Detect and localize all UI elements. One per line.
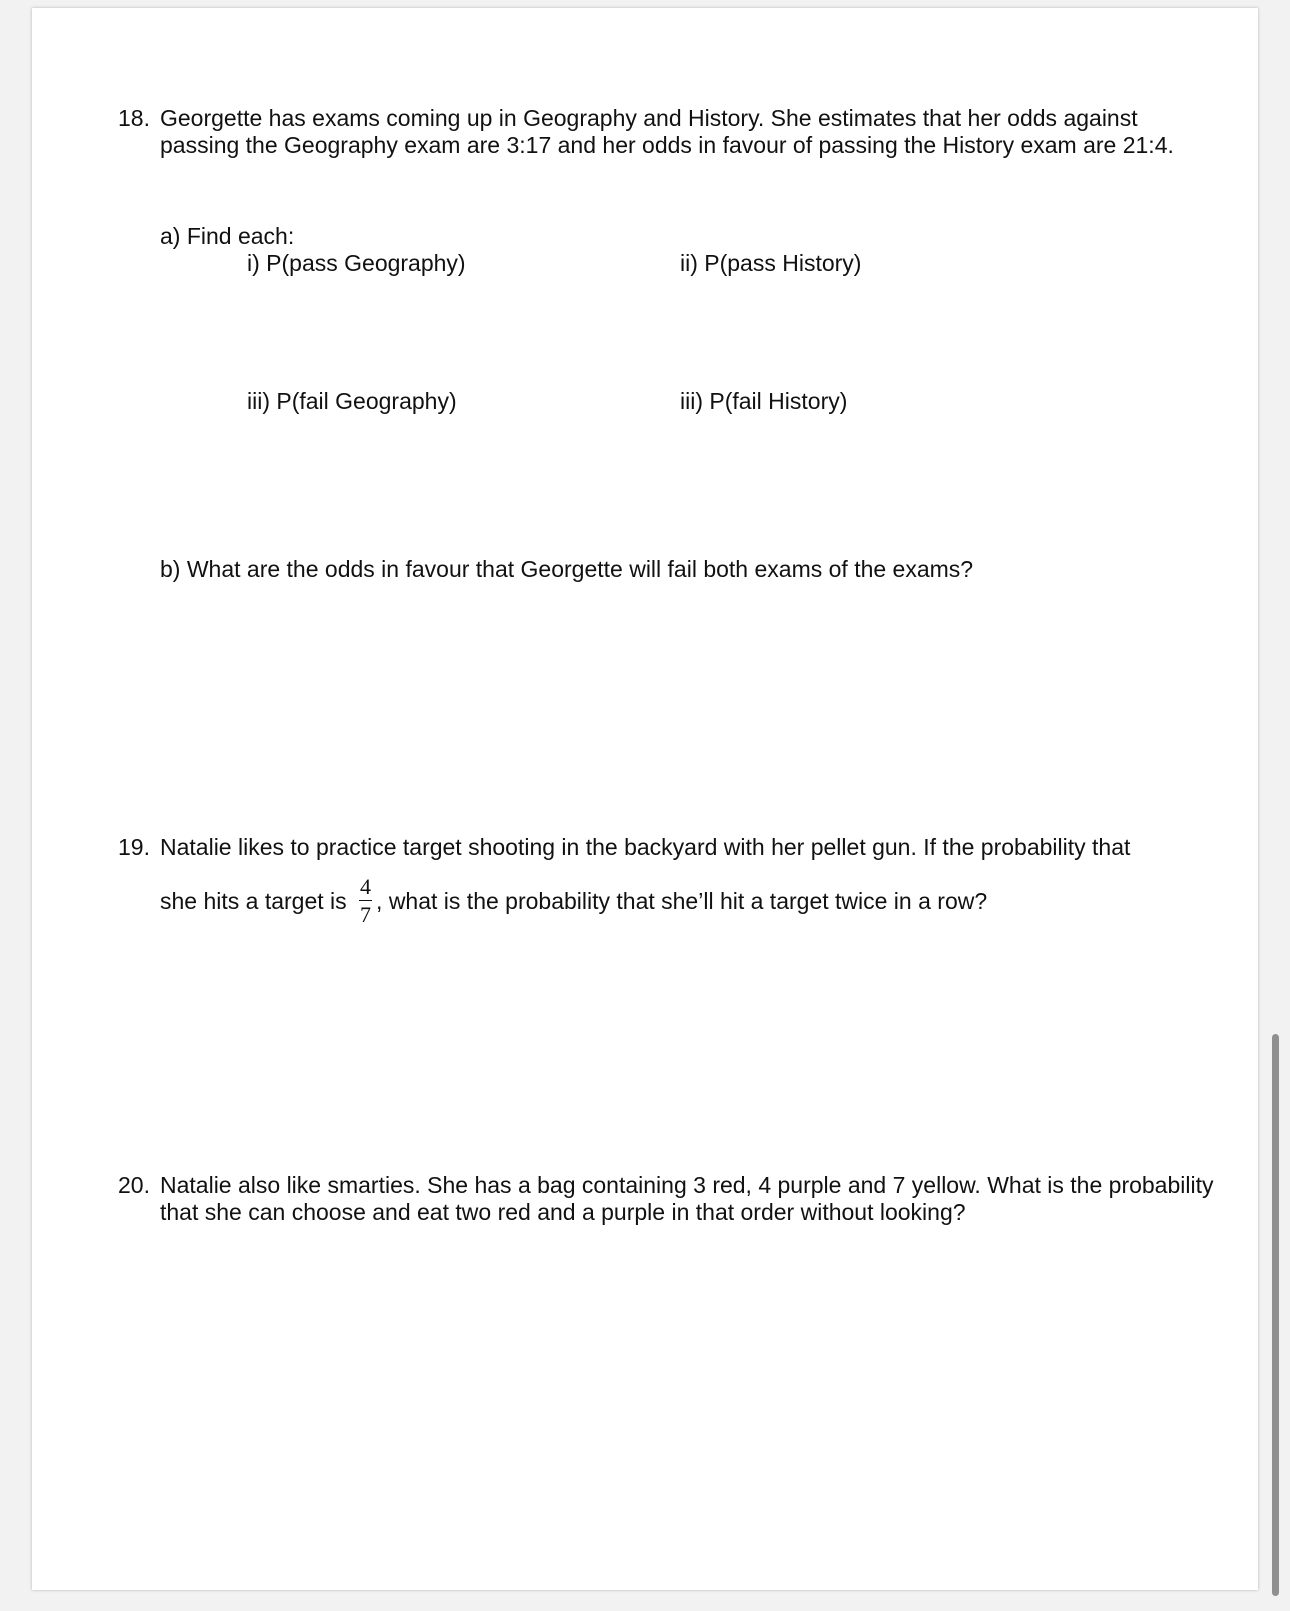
fraction-denominator: 7 xyxy=(360,902,372,927)
item-pass-geography: i) P(pass Geography) xyxy=(247,250,466,276)
line2-start: she hits a target is xyxy=(160,888,347,915)
question-18 xyxy=(118,105,1218,159)
line2-end: , what is the probability that she’ll hit a target twice in a row? xyxy=(376,888,988,915)
question-number: 18. xyxy=(118,105,150,131)
question-19-line2 xyxy=(160,874,988,928)
fraction-numerator: 4 xyxy=(360,874,372,899)
question-text-line1: Natalie likes to practice target shooting in the backyard with her pellet gun. If the probability that xyxy=(160,834,1131,860)
question-20 xyxy=(118,1172,1218,1226)
item-fail-geography: iii) P(fail Geography) xyxy=(247,388,457,414)
document-page xyxy=(32,8,1258,1590)
fraction xyxy=(359,876,372,926)
question-text: Natalie also like smarties. She has a bag containing 3 red, 4 purple and 7 yellow. What is the probability that she can choose and eat two red and a purple in that order without looking? xyxy=(160,1172,1214,1225)
item-fail-history: iii) P(fail History) xyxy=(680,388,848,414)
question-number: 20. xyxy=(118,1172,150,1198)
scrollbar-thumb[interactable] xyxy=(1272,1034,1279,1596)
part-a-label: a) Find each: xyxy=(160,223,295,249)
question-number: 19. xyxy=(118,834,150,860)
question-text: Georgette has exams coming up in Geography and History. She estimates that her odds against passing the Geography exam are 3:17 and her odds in favour of passing the History exam are 21:4. xyxy=(160,105,1174,158)
item-pass-history: ii) P(pass History) xyxy=(680,250,862,276)
part-b-question: b) What are the odds in favour that Georgette will fail both exams of the exams? xyxy=(160,556,974,582)
question-19 xyxy=(118,834,1218,861)
